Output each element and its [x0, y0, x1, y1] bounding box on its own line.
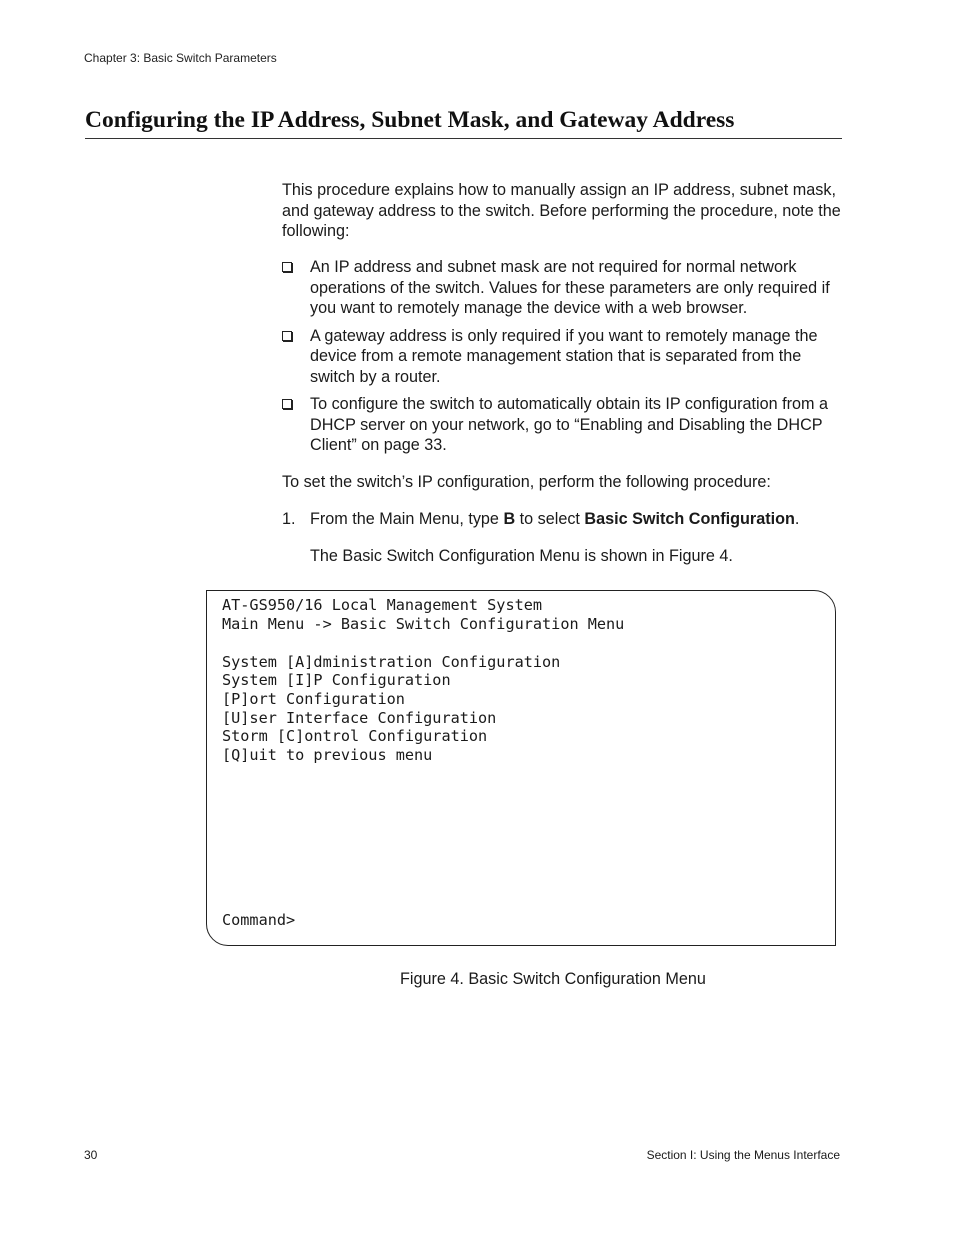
step-note: The Basic Switch Configuration Menu is shown in Figure 4. — [310, 547, 733, 565]
list-item-text: An IP address and subnet mask are not required for normal network operations of the switch. Values for these parameters are only required if you want to remotely manage the device with a web browser. — [310, 258, 830, 317]
intro-paragraph: This procedure explains how to manually assign an IP address, subnet mask, and gateway address to the switch. Before performing the procedure, note the following: — [282, 181, 841, 240]
menu-option: [P]ort Configuration — [222, 690, 405, 708]
list-item — [282, 257, 842, 319]
running-header: Chapter 3: Basic Switch Parameters — [84, 51, 277, 65]
list-item — [282, 326, 842, 388]
page-number: 30 — [84, 1148, 98, 1162]
menu-option: [U]ser Interface Configuration — [222, 709, 497, 727]
menu-option: System [A]dministration Configuration — [222, 653, 561, 671]
checkbox-bullet-icon — [282, 262, 292, 272]
step-text-part: to select — [515, 510, 585, 528]
checkbox-bullet-icon — [282, 331, 292, 341]
step-key: B — [503, 510, 516, 528]
list-item — [282, 394, 842, 456]
step-text-part: From the Main Menu, type — [310, 510, 504, 528]
step-number: 1. — [282, 510, 296, 528]
procedure-intro: To set the switch’s IP configuration, perform the following procedure: — [282, 473, 771, 491]
menu-option: System [I]P Configuration — [222, 671, 451, 689]
terminal-screen — [206, 590, 836, 946]
terminal-breadcrumb: Main Menu -> Basic Switch Configuration Menu — [222, 615, 625, 633]
terminal-title: AT-GS950/16 Local Management System — [222, 596, 543, 614]
step-target: Basic Switch Configuration — [584, 510, 795, 528]
notes-list — [282, 257, 842, 463]
list-item-text: To configure the switch to automatically obtain its IP configuration from a DHCP server on your network, go to “Enabling and Disabling the DHCP Client” on page 33. — [310, 395, 828, 454]
list-item-text: A gateway address is only required if you want to remotely manage the device from a remote management station that is separated from the switch by a router. — [310, 326, 818, 386]
step-text — [310, 509, 799, 530]
section-title: Configuring the IP Address, Subnet Mask, and Gateway Address — [85, 107, 842, 139]
command-prompt: Command> — [222, 911, 296, 929]
running-footer: Section I: Using the Menus Interface — [646, 1148, 840, 1162]
menu-option: Storm [C]ontrol Configuration — [222, 727, 488, 745]
step-text-part: . — [794, 510, 800, 528]
menu-option: [Q]uit to previous menu — [222, 746, 433, 764]
checkbox-bullet-icon — [282, 399, 292, 409]
figure-caption: Figure 4. Basic Switch Configuration Menu — [400, 970, 706, 988]
